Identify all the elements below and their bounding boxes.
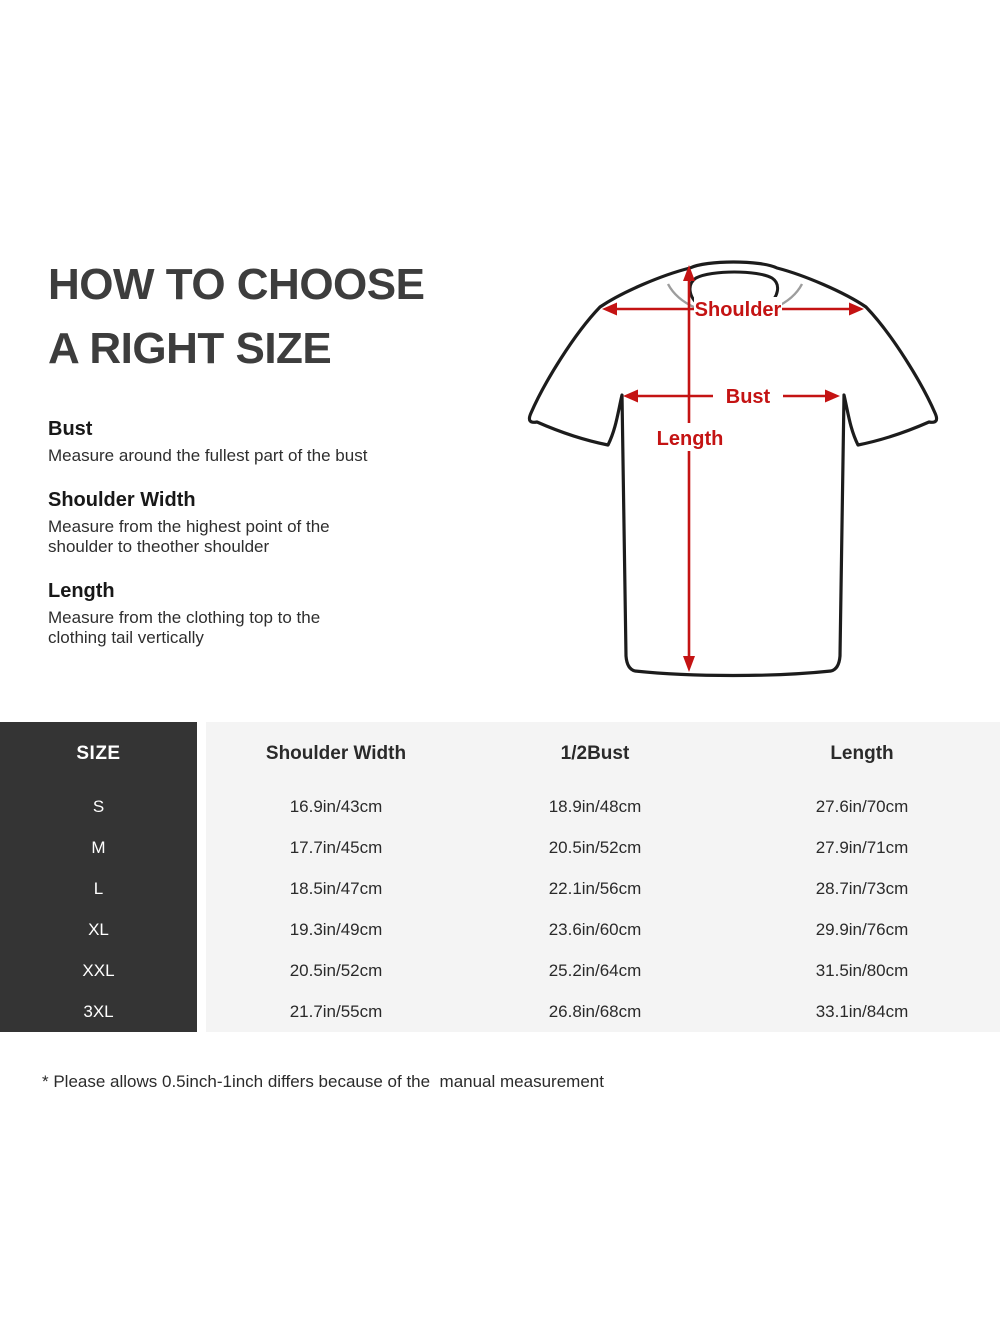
value-cell: 26.8in/68cm xyxy=(466,991,724,1032)
value-cell: 20.5in/52cm xyxy=(466,827,724,868)
page-title xyxy=(48,253,424,381)
table-header-size: SIZE xyxy=(0,722,197,786)
value-cell: 17.7in/45cm xyxy=(206,827,466,868)
value-cell: 25.2in/64cm xyxy=(466,950,724,991)
size-cell: XL xyxy=(0,909,197,950)
page-title-line1: HOW TO CHOOSE xyxy=(48,260,425,309)
table-gutter xyxy=(197,950,206,991)
instruction-text: Measure from the clothing top to the xyxy=(48,608,321,627)
tshirt-measurement-diagram xyxy=(500,252,950,692)
instruction-heading: Shoulder Width xyxy=(48,489,196,511)
table-gutter xyxy=(197,909,206,950)
instruction-text: clothing tail vertically xyxy=(48,628,204,647)
value-cell: 19.3in/49cm xyxy=(206,909,466,950)
size-cell: S xyxy=(0,786,197,827)
value-cell: 18.5in/47cm xyxy=(206,868,466,909)
table-gutter xyxy=(197,722,206,786)
instruction-bust xyxy=(48,417,478,466)
length-label: Length xyxy=(656,428,724,450)
size-cell: M xyxy=(0,827,197,868)
value-cell: 20.5in/52cm xyxy=(206,950,466,991)
table-gutter xyxy=(197,786,206,827)
table-header-half-bust: 1/2Bust xyxy=(466,722,724,786)
value-cell: 22.1in/56cm xyxy=(466,868,724,909)
value-cell: 27.9in/71cm xyxy=(724,827,1000,868)
value-cell: 29.9in/76cm xyxy=(724,909,1000,950)
table-header-shoulder-width: Shoulder Width xyxy=(206,722,466,786)
value-cell: 16.9in/43cm xyxy=(206,786,466,827)
value-cell: 23.6in/60cm xyxy=(466,909,724,950)
value-cell: 18.9in/48cm xyxy=(466,786,724,827)
footer-note: * Please allows 0.5inch-1inch differs because of the manual measurement xyxy=(42,1072,604,1091)
instruction-heading: Length xyxy=(48,580,115,602)
value-cell: 33.1in/84cm xyxy=(724,991,1000,1032)
instruction-text: shoulder to theother shoulder xyxy=(48,537,270,556)
size-cell: 3XL xyxy=(0,991,197,1032)
bust-label: Bust xyxy=(725,386,771,408)
instruction-text: Measure around the fullest part of the bust xyxy=(48,446,368,465)
instruction-heading: Bust xyxy=(48,418,93,440)
value-cell: 27.6in/70cm xyxy=(724,786,1000,827)
table-header-length: Length xyxy=(724,722,1000,786)
instruction-text: Measure from the highest point of the xyxy=(48,517,330,536)
table-gutter xyxy=(197,827,206,868)
measurement-instructions xyxy=(48,417,478,670)
value-cell: 28.7in/73cm xyxy=(724,868,1000,909)
tshirt-outline xyxy=(529,262,936,676)
instruction-length xyxy=(48,579,478,648)
shoulder-label: Shoulder xyxy=(694,299,782,321)
value-cell: 31.5in/80cm xyxy=(724,950,1000,991)
size-cell: XXL xyxy=(0,950,197,991)
instruction-shoulder-width xyxy=(48,488,478,557)
table-gutter xyxy=(197,991,206,1032)
size-table xyxy=(0,722,1000,1032)
value-cell: 21.7in/55cm xyxy=(206,991,466,1032)
size-cell: L xyxy=(0,868,197,909)
page-title-line2: A RIGHT SIZE xyxy=(48,324,332,373)
table-gutter xyxy=(197,868,206,909)
tshirt-svg xyxy=(500,252,950,692)
